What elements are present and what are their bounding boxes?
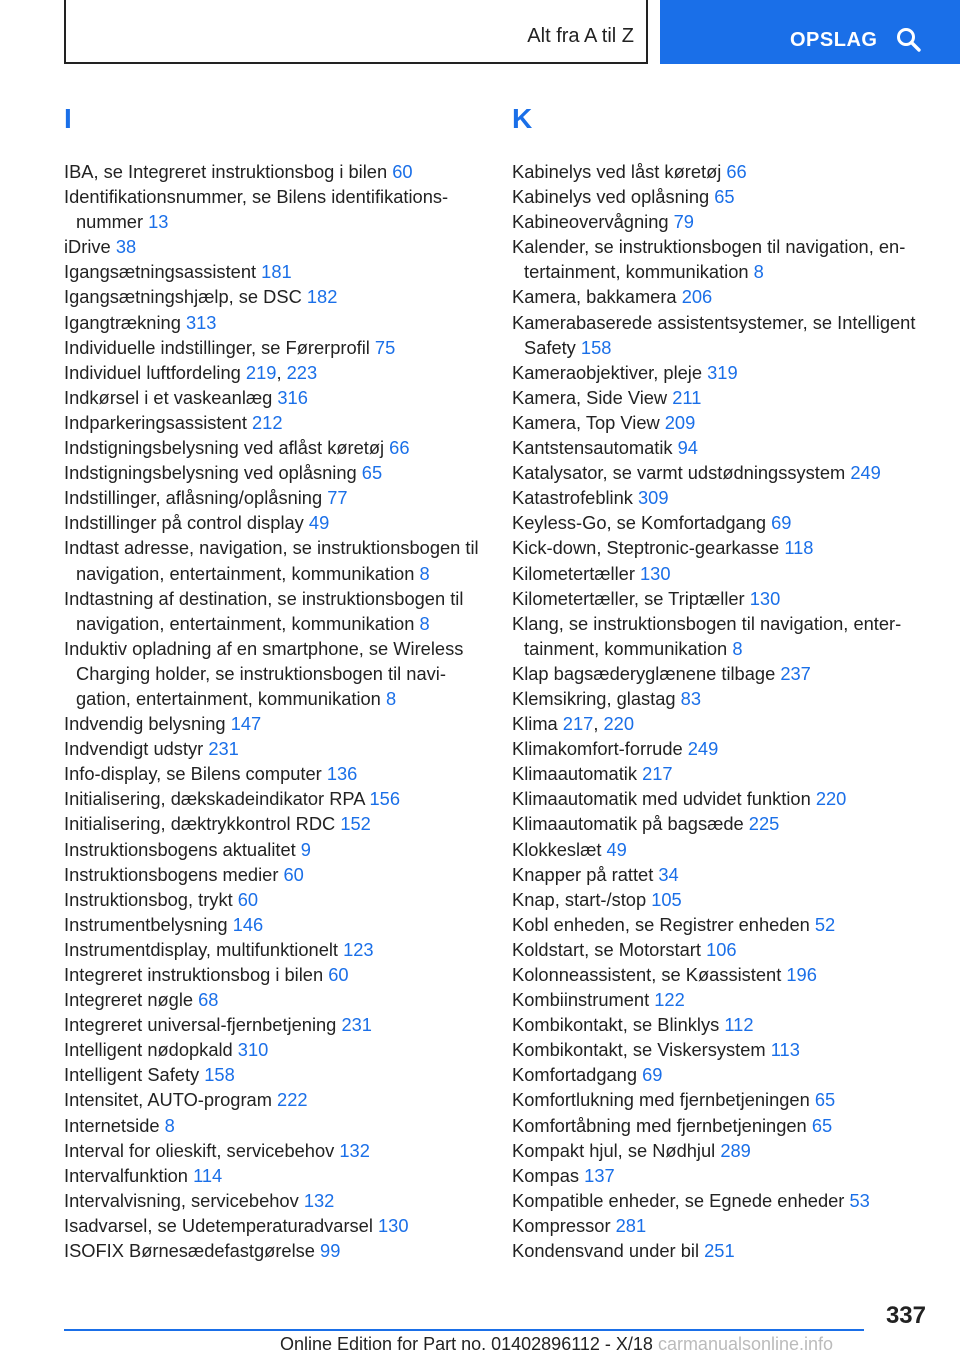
index-entry [512, 460, 932, 485]
page-link[interactable]: 8 [419, 562, 430, 584]
index-entry-text: Kamera, Side View [512, 386, 673, 408]
index-entry [512, 234, 932, 284]
index-entry [512, 761, 932, 786]
index-column-i [64, 159, 484, 1263]
index-entry [64, 335, 484, 360]
index-entry-text: Klap bagsæderyglænene tilbage [512, 662, 781, 684]
page-link[interactable]: 249 [850, 462, 881, 484]
index-entry [512, 184, 932, 209]
index-entry [512, 837, 932, 862]
index-entry [64, 962, 484, 987]
index-entry-text: Indtast adresse, navigation, se instruktionsbogen til navigation, entertainment, kommunikation [64, 537, 479, 584]
page-link[interactable]: 310 [237, 1039, 269, 1061]
index-entry-text: Klokkeslæt [512, 838, 607, 860]
index-entry-text: Kompas [512, 1164, 585, 1186]
page-link[interactable]: 66 [726, 161, 747, 182]
page-link[interactable]: 77 [327, 487, 348, 509]
page-link[interactable]: 65 [714, 186, 735, 208]
index-entry-text: Kamera, Top View [512, 411, 665, 433]
page-link[interactable]: 132 [303, 1189, 335, 1211]
index-entry-text: Katalysator, se varmt udstødningssystem [512, 462, 851, 484]
index-entry [64, 937, 484, 962]
index-entry [512, 1188, 932, 1213]
index-entry-text: Intensitet, AUTO-program [64, 1089, 278, 1111]
page-link[interactable]: 281 [615, 1214, 647, 1236]
index-entry [64, 837, 484, 862]
index-entry-text: Kilometertæller [512, 562, 641, 584]
index-entry [64, 284, 484, 309]
index-entry [512, 786, 932, 811]
page-link[interactable]: 206 [681, 286, 713, 308]
page-link[interactable]: 158 [204, 1064, 235, 1086]
page-link[interactable]: 147 [230, 713, 262, 735]
index-entry-text: Klimaautomatik [512, 763, 643, 785]
index-entry [512, 736, 932, 761]
page-link[interactable]: 114 [193, 1164, 223, 1186]
index-entry-text: Instruktionsbogens medier [64, 863, 284, 885]
index-entry-text: Instruktionsbogens aktualitet [64, 838, 301, 860]
page-link[interactable]: 222 [277, 1089, 308, 1111]
index-entry-text: Klimaautomatik på bagsæde [512, 813, 749, 835]
page-link[interactable]: 69 [642, 1064, 663, 1086]
index-entry-text: Kalender, se instruktionsbogen til navigation, entertainment, kommunikation [512, 236, 906, 283]
index-entry [512, 284, 932, 309]
page-link[interactable]: 49 [606, 838, 627, 860]
index-entry-text: Keyless-Go, se Komfortadgang [512, 512, 772, 534]
index-entry-text: Instruktionsbog, trykt [64, 888, 238, 910]
page-link[interactable]: 313 [185, 311, 217, 333]
page-link[interactable]: 66 [389, 437, 410, 459]
index-entry-text: Kombikontakt, se Blinklys [512, 1014, 725, 1036]
index-entry [512, 711, 932, 736]
page-link[interactable]: 49 [308, 512, 330, 534]
page-link[interactable]: 79 [673, 211, 694, 233]
page-link[interactable]: 75 [374, 336, 396, 358]
index-entry-text: Kobl enheden, se Registrer enheden [512, 913, 815, 935]
index-entry-text: Katastrofeblink [512, 487, 639, 509]
page-link[interactable]: 152 [340, 813, 371, 835]
index-entry [64, 586, 484, 636]
page-link[interactable]: 8 [385, 687, 397, 709]
page-separator: , [593, 713, 604, 735]
index-entry [64, 435, 484, 460]
page-link[interactable]: 211 [672, 386, 702, 408]
page-link[interactable]: 123 [343, 938, 374, 960]
page-link[interactable]: 65 [811, 1114, 833, 1136]
page-link[interactable]: 94 [677, 437, 698, 459]
index-tab[interactable] [64, 0, 648, 64]
index-entry-text: Initialisering, dækskadeindikator RPA [64, 788, 370, 810]
page-link[interactable]: 68 [198, 989, 219, 1011]
index-entry-text: Intervalfunktion [64, 1164, 194, 1186]
page-link[interactable]: 231 [208, 738, 239, 760]
index-entry [64, 887, 484, 912]
index-entry [512, 159, 932, 184]
index-entry-text: Kantstensautomatik [512, 437, 678, 459]
index-entry-text: Kabinelys ved oplåsning [512, 186, 715, 208]
index-entry-text: Indstillinger på control display [64, 512, 309, 534]
index-entry [512, 385, 932, 410]
page-link[interactable]: 83 [680, 687, 702, 709]
index-entry-text: Knap, start-/stop [512, 888, 652, 910]
index-entry [64, 485, 484, 510]
index-entry [64, 1113, 484, 1138]
index-entry-text: Kameraobjektiver, pleje [512, 361, 708, 383]
index-entry [512, 862, 932, 887]
page-link[interactable]: 130 [377, 1214, 409, 1236]
section-letter-i: I [64, 103, 72, 134]
index-entry [64, 987, 484, 1012]
page-link[interactable]: 34 [658, 863, 679, 885]
search-button-label: OPSLAG [790, 29, 878, 51]
index-entry [64, 1213, 484, 1238]
index-entry-text: Indvendig belysning [64, 713, 231, 735]
index-entry-text: Individuelle indstillinger, se Førerprofil [64, 336, 375, 358]
index-entry [64, 862, 484, 887]
index-entry-text: Komfortadgang [512, 1064, 643, 1086]
index-entry [64, 259, 484, 284]
index-entry [512, 912, 932, 937]
search-button[interactable] [660, 0, 960, 64]
index-entry [512, 887, 932, 912]
index-entry [64, 1037, 484, 1062]
index-entry [64, 410, 484, 435]
index-entry [64, 159, 484, 184]
index-entry-text: Kompatible enheder, se Egnede enheder [512, 1189, 850, 1211]
index-entry-text: Indstigningsbelysning ved oplåsning [64, 462, 362, 484]
search-icon [896, 27, 922, 53]
page-link[interactable]: 8 [419, 612, 430, 634]
page-link[interactable]: 249 [687, 738, 719, 760]
page-link[interactable]: 225 [748, 813, 780, 835]
page-link[interactable]: 196 [786, 964, 817, 985]
page-link[interactable]: 316 [277, 386, 308, 408]
page-link[interactable]: 220 [603, 713, 634, 735]
index-entry [64, 310, 484, 335]
index-entry [512, 962, 932, 987]
page-separator: , [276, 361, 287, 383]
index-entry [64, 184, 484, 234]
index-entry [512, 1213, 932, 1238]
index-column-k [512, 159, 932, 1263]
index-entry [64, 636, 484, 711]
index-entry [64, 761, 484, 786]
index-entry [64, 1188, 484, 1213]
page-link[interactable]: 181 [261, 261, 292, 283]
page-link[interactable]: 60 [328, 964, 349, 985]
index-entry [512, 811, 932, 836]
index-entry [512, 987, 932, 1012]
index-entry-text: Igangsætningsassistent [64, 261, 262, 283]
page-link[interactable]: 217 [562, 713, 594, 735]
page-link[interactable]: 319 [707, 361, 738, 383]
index-entry-text: Intervalvisning, servicebehov [64, 1189, 304, 1211]
page-link[interactable]: 209 [664, 411, 696, 433]
index-entry [512, 435, 932, 460]
page-link[interactable]: 217 [642, 763, 673, 785]
index-entry-text: IBA, se Integreret instruktionsbog i bilen [64, 161, 393, 182]
page-link[interactable]: 13 [148, 211, 169, 233]
index-entry-text: Kabineovervågning [512, 211, 674, 233]
index-entry [64, 1138, 484, 1163]
index-tab-label: Alt fra A til Z [527, 25, 634, 47]
page-link[interactable]: 130 [749, 587, 781, 609]
page-link[interactable]: 65 [814, 1089, 836, 1111]
index-entry-text: Klima [512, 713, 563, 735]
index-entry-text: Indvendigt udstyr [64, 738, 209, 760]
index-entry-text: Kompakt hjul, se Nødhjul [512, 1139, 721, 1161]
index-entry [64, 736, 484, 761]
page-link[interactable]: 237 [780, 662, 811, 684]
page-link[interactable]: 136 [326, 763, 358, 785]
page-link[interactable]: 289 [720, 1139, 751, 1161]
index-entry-text: Indstillinger, aflåsning/oplåsning [64, 487, 328, 509]
page-link[interactable]: 112 [724, 1014, 754, 1036]
index-entry-text: Kompressor [512, 1214, 616, 1236]
page-link[interactable]: 8 [164, 1114, 175, 1136]
page-link[interactable]: 105 [651, 888, 682, 910]
index-entry [512, 1138, 932, 1163]
index-entry-text: Igangsætningshjælp, se DSC [64, 286, 307, 308]
index-entry [64, 711, 484, 736]
index-entry-text: Intelligent Safety [64, 1064, 205, 1086]
index-entry-text: Individuel luftfordeling [64, 361, 246, 383]
index-entry-text: Indkørsel i et vaskeanlæg [64, 386, 278, 408]
page-link[interactable]: 132 [339, 1139, 370, 1161]
page-link[interactable]: 69 [771, 512, 792, 534]
index-entry-text: iDrive [64, 236, 116, 258]
page-link[interactable]: 231 [341, 1014, 372, 1036]
page-link[interactable]: 182 [306, 286, 338, 308]
index-entry [512, 510, 932, 535]
index-entry-text: Kombikontakt, se Viskersystem [512, 1039, 771, 1061]
index-entry [512, 535, 932, 560]
footer-divider [64, 1329, 864, 1331]
page-link[interactable]: 106 [706, 938, 737, 960]
page-link[interactable]: 122 [654, 989, 685, 1011]
page-link[interactable]: 137 [584, 1164, 615, 1186]
index-entry-text: Kondensvand under bil [512, 1240, 705, 1262]
index-entry [512, 1062, 932, 1087]
index-entry-text: Indstigningsbelysning ved aflåst køretøj [64, 437, 390, 459]
index-entry [512, 561, 932, 586]
page-link[interactable]: 9 [300, 838, 311, 860]
index-entry-text: Kabinelys ved låst køretøj [512, 161, 727, 182]
page-link[interactable]: 156 [369, 788, 401, 810]
index-entry [512, 1163, 932, 1188]
index-entry-text: Klang, se instruktionsbogen til navigation, entertainment, kommunikation [512, 612, 902, 659]
index-entry-text: ISOFIX Børnesædefastgørelse [64, 1240, 321, 1262]
page-link[interactable]: 60 [283, 863, 304, 885]
index-entry-text: Integreret universal-fjernbetjening [64, 1014, 342, 1036]
index-entry [512, 686, 932, 711]
index-entry [512, 1012, 932, 1037]
section-letter-k: K [512, 103, 533, 134]
index-entry [512, 1087, 932, 1112]
top-navigation [0, 0, 960, 66]
index-entry-text: Kamera, bakkamera [512, 286, 682, 308]
index-entry [64, 811, 484, 836]
page-link[interactable]: 113 [770, 1039, 800, 1061]
index-entry [512, 310, 932, 360]
page-link[interactable]: 220 [815, 788, 847, 810]
index-entry [64, 1238, 484, 1263]
page-link[interactable]: 146 [232, 913, 264, 935]
page-link[interactable]: 52 [814, 913, 836, 935]
index-entry-text: Knapper på rattet [512, 863, 659, 885]
page-link[interactable]: 65 [361, 462, 383, 484]
index-entry [512, 611, 932, 661]
index-entry-text: Instrumentdisplay, multifunktionelt [64, 938, 344, 960]
page-link[interactable]: 158 [580, 336, 612, 358]
index-entry-text: Info-display, se Bilens computer [64, 763, 327, 785]
index-entry-text: Igangtrækning [64, 311, 186, 333]
index-entry-text: Komfortlukning med fjernbetjeningen [512, 1089, 815, 1111]
index-entry-text: Isadvarsel, se Udetemperaturadvarsel [64, 1214, 378, 1236]
index-entry-text: Indtastning af destination, se instruktionsbogen til navigation, entertainment, kommunikation [64, 587, 464, 634]
index-entry [64, 234, 484, 259]
page-link[interactable]: 251 [704, 1240, 735, 1262]
footer-edition [280, 1334, 833, 1355]
index-entry [64, 1012, 484, 1037]
index-entry [64, 912, 484, 937]
index-entry-text: Instrumentbelysning [64, 913, 233, 935]
index-entry-text: Klemsikring, glastag [512, 687, 681, 709]
index-entry-text: Integreret instruktionsbog i bilen [64, 964, 329, 985]
page-link[interactable]: 53 [849, 1189, 870, 1211]
page-link[interactable]: 8 [753, 261, 764, 283]
index-entry [512, 1238, 932, 1263]
index-entry [64, 1062, 484, 1087]
watermark-text: carmanualsonline.info [657, 1334, 834, 1354]
index-entry-text: Klimakomfort-forrude [512, 738, 688, 760]
index-entry [64, 510, 484, 535]
page-link[interactable]: 60 [392, 161, 413, 182]
index-entry-text: Intelligent nødopkald [64, 1039, 238, 1061]
page-link[interactable]: 99 [320, 1240, 341, 1262]
index-entry [64, 1163, 484, 1188]
index-entry-text: Internetside [64, 1114, 165, 1136]
index-entry [64, 360, 484, 385]
index-entry-text: Koldstart, se Motorstart [512, 938, 707, 960]
index-entry-text: Kilometertæller, se Triptæller [512, 587, 750, 609]
page-link[interactable]: 219 [245, 361, 277, 383]
index-entry-text: Kombiinstrument [512, 989, 655, 1011]
index-entry [512, 1113, 932, 1138]
page-link[interactable]: 60 [237, 888, 259, 910]
index-entry [512, 410, 932, 435]
index-entry [512, 586, 932, 611]
index-entry-text: Kamerabaserede assistentsystemer, se Intelligent Safety [512, 311, 916, 358]
index-entry [512, 360, 932, 385]
index-entry-text: Induktiv opladning af en smartphone, se Wireless Charging holder, se instruktionsbogen til navigation, entertainment, kommunikation [64, 637, 464, 709]
index-entry-text: Initialisering, dæktrykkontrol RDC [64, 813, 341, 835]
index-entry [512, 661, 932, 686]
index-entry [512, 937, 932, 962]
page-number: 337 [885, 1302, 926, 1329]
index-entry [512, 209, 932, 234]
index-entry-text: Interval for olieskift, servicebehov [64, 1139, 340, 1161]
index-entry-text: Kick-down, Steptronic-gearkasse [512, 537, 785, 559]
index-entry-text: Identifikationsnummer, se Bilens identifikationsnummer [64, 186, 449, 233]
index-entry [512, 485, 932, 510]
page-link[interactable]: 309 [638, 487, 669, 509]
page-link[interactable]: 223 [286, 361, 318, 383]
index-entry [64, 535, 484, 585]
index-entry [512, 1037, 932, 1062]
page-link[interactable]: 118 [784, 537, 814, 559]
page-link[interactable]: 8 [732, 637, 743, 659]
index-entry [64, 1087, 484, 1112]
index-entry-text: Indparkeringsassistent [64, 411, 252, 433]
edition-text: Online Edition for Part no. 01402896112 - X/18 [280, 1334, 653, 1354]
page-link[interactable]: 38 [115, 236, 137, 258]
index-entry-text: Klimaautomatik med udvidet funktion [512, 788, 816, 810]
index-entry [64, 786, 484, 811]
index-entry [64, 460, 484, 485]
index-entry-text: Komfortåbning med fjernbetjeningen [512, 1114, 812, 1136]
page-link[interactable]: 130 [640, 562, 671, 584]
page-link[interactable]: 212 [252, 411, 283, 433]
index-entry-text: Kolonneassistent, se Køassistent [512, 964, 787, 985]
index-entry-text: Integreret nøgle [64, 989, 199, 1011]
index-entry [64, 385, 484, 410]
